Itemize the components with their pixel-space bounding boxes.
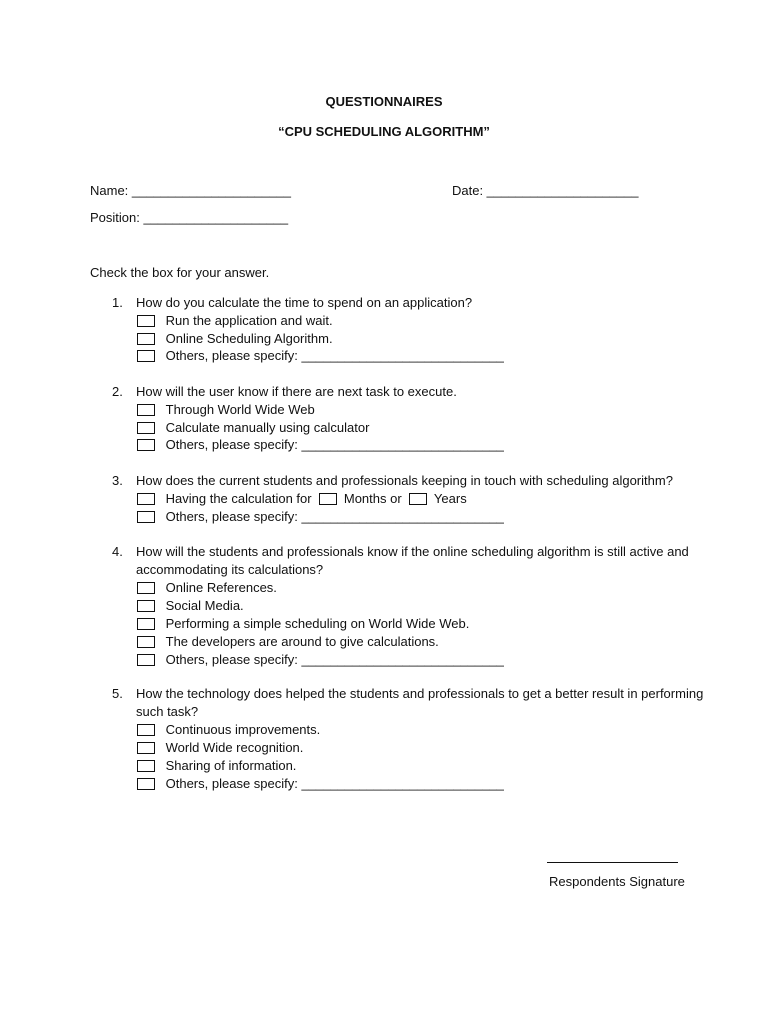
question-number: 5. <box>112 686 123 701</box>
checkbox[interactable] <box>137 493 155 505</box>
page-title: QUESTIONNAIRES <box>325 94 443 109</box>
question-text: How will the user know if there are next task to execute. <box>136 384 457 399</box>
option-row <box>137 758 296 774</box>
option-row <box>137 509 504 525</box>
months-checkbox[interactable] <box>319 493 337 505</box>
checkbox[interactable] <box>137 511 155 523</box>
option-label: Others, please specify: ____________________________ <box>165 776 504 791</box>
option-row <box>137 348 504 364</box>
option-label: Having the calculation for <box>165 491 312 506</box>
option-label: World Wide recognition. <box>165 740 304 755</box>
option-label: Calculate manually using calculator <box>165 420 370 435</box>
question-5 <box>112 686 703 702</box>
question-number: 1. <box>112 295 123 310</box>
option-row <box>137 598 244 614</box>
name-field[interactable]: Name: ______________________ <box>90 183 291 198</box>
date-field[interactable]: Date: _____________________ <box>452 183 639 198</box>
option-label: Sharing of information. <box>165 758 297 773</box>
checkbox[interactable] <box>137 778 155 790</box>
checkbox[interactable] <box>137 333 155 345</box>
question-text: How do you calculate the time to spend on an application? <box>136 295 473 310</box>
question-1 <box>112 295 472 311</box>
option-row <box>137 580 277 596</box>
question-4 <box>112 544 689 560</box>
option-label: Performing a simple scheduling on World Wide Web. <box>165 616 470 631</box>
option-label: Social Media. <box>165 598 244 613</box>
option-label: Online References. <box>165 580 277 595</box>
question-number: 2. <box>112 384 123 399</box>
checkbox[interactable] <box>137 439 155 451</box>
option-label: Others, please specify: ____________________________ <box>165 437 504 452</box>
checkbox[interactable] <box>137 582 155 594</box>
option-row <box>137 402 315 418</box>
option-label: Months or <box>343 491 402 506</box>
years-checkbox[interactable] <box>409 493 427 505</box>
option-label: Run the application and wait. <box>165 313 333 328</box>
question-text: How the technology does helped the students and professionals to get a better result in performing <box>136 686 704 701</box>
option-label: The developers are around to give calculations. <box>165 634 439 649</box>
signature-label: Respondents Signature <box>549 874 685 889</box>
option-row <box>137 420 369 436</box>
checkbox[interactable] <box>137 350 155 362</box>
signature-line[interactable] <box>547 862 678 863</box>
checkbox[interactable] <box>137 724 155 736</box>
checkbox[interactable] <box>137 636 155 648</box>
question-number: 4. <box>112 544 123 559</box>
checkbox[interactable] <box>137 654 155 666</box>
option-row <box>137 776 504 792</box>
option-row <box>137 740 303 756</box>
instruction-text: Check the box for your answer. <box>90 265 270 280</box>
question-text: How does the current students and professionals keeping in touch with scheduling algorithm? <box>136 473 673 488</box>
question-3 <box>112 473 673 489</box>
option-label: Years <box>433 491 467 506</box>
checkbox[interactable] <box>137 618 155 630</box>
option-row <box>137 722 320 738</box>
question-number: 3. <box>112 473 123 488</box>
question-text-continued: such task? <box>136 704 199 719</box>
option-row <box>137 634 439 650</box>
question-text: How will the students and professionals know if the online scheduling algorithm is still active and <box>136 544 689 559</box>
checkbox[interactable] <box>137 315 155 327</box>
option-label: Others, please specify: ____________________________ <box>165 509 504 524</box>
option-label: Online Scheduling Algorithm. <box>165 331 333 346</box>
option-label: Others, please specify: ____________________________ <box>165 348 504 363</box>
checkbox[interactable] <box>137 404 155 416</box>
option-label: Others, please specify: ____________________________ <box>165 652 504 667</box>
option-row <box>137 437 504 453</box>
option-row <box>137 616 469 632</box>
checkbox[interactable] <box>137 600 155 612</box>
option-row <box>137 652 504 668</box>
checkbox[interactable] <box>137 760 155 772</box>
option-label: Continuous improvements. <box>165 722 321 737</box>
question-2 <box>112 384 457 400</box>
option-label: Through World Wide Web <box>165 402 315 417</box>
position-field[interactable]: Position: ____________________ <box>90 210 289 225</box>
question-text-continued: accommodating its calculations? <box>136 562 324 577</box>
option-row <box>137 491 467 507</box>
option-row <box>137 331 333 347</box>
checkbox[interactable] <box>137 422 155 434</box>
page-subtitle: “CPU SCHEDULING ALGORITHM” <box>278 124 490 139</box>
checkbox[interactable] <box>137 742 155 754</box>
option-row <box>137 313 333 329</box>
